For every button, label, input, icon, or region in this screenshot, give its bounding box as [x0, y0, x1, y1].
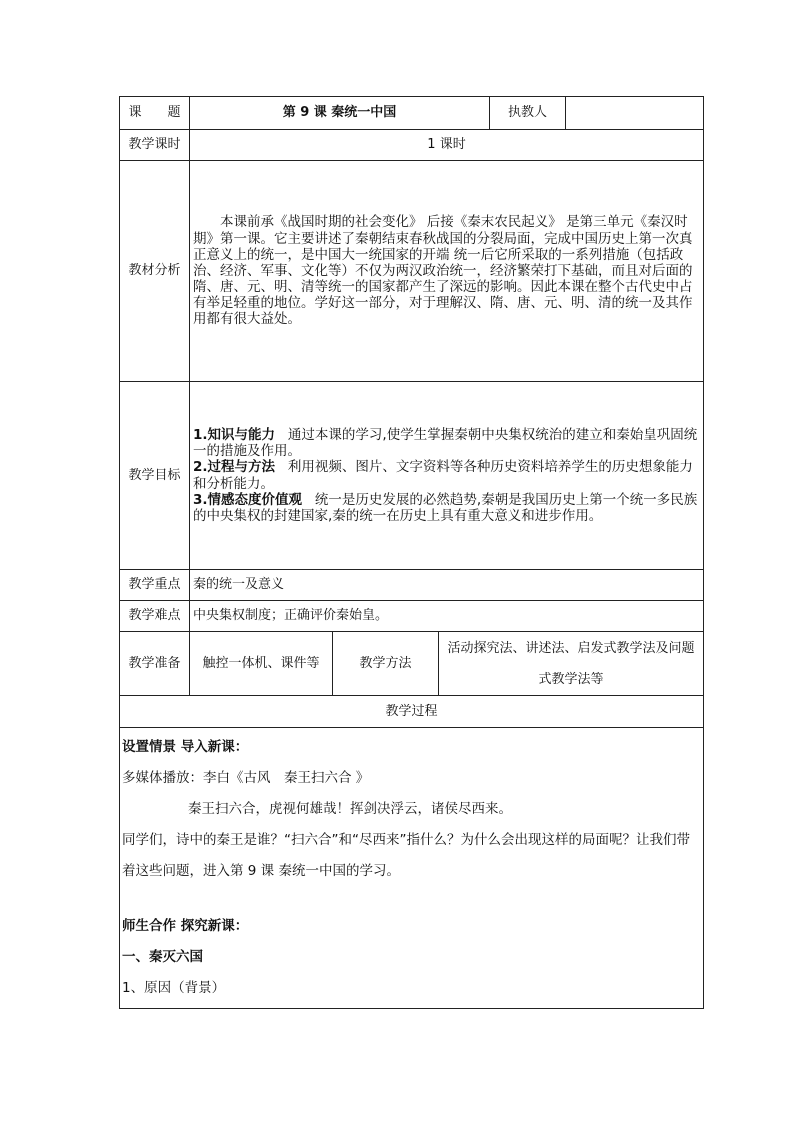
row-analysis	[120, 161, 704, 382]
objectives-label: 教学目标	[120, 382, 190, 570]
row-period	[120, 130, 704, 161]
objective-text: 通过本课的学习,使学生掌握秦朝中央集权统治的建立和秦始皇巩固统一的措施及作用。	[193, 426, 698, 460]
row-preparation	[120, 632, 704, 696]
row-process-header	[120, 696, 704, 728]
method-label: 教学方法	[333, 632, 439, 696]
analysis-label: 教材分析	[120, 161, 190, 382]
media-line: 多媒体播放：李白《古风 秦王扫六合 》	[122, 770, 370, 786]
process-header: 教学过程	[120, 696, 704, 728]
sub-heading: 1、原因（背景）	[122, 980, 226, 996]
lesson-plan-table	[119, 96, 704, 1009]
process-content	[120, 728, 704, 1009]
objective-item	[193, 459, 700, 491]
analysis-text: 本课前承《战国时期的社会变化》 后接《秦末农民起义》 是第三单元《秦汉时期》第一课。它主要讲述了秦朝结束春秋战国的分裂局面，完成中国历史上第一次真正意义上的统一，是中国大一统国家的开端 统一后它所采取的一系列措施（包括政治、经济、军事、文化等）不仅为两汉政治统一，经济繁荣打下基础，而且对后面的隋、唐、元、明、清等统一的国家都产生了深远的影响。因此本课在整个古代史中占有举足轻重的地位。学好这一部分，对于理解汉、隋、唐、元、明、清的统一及其作用都有很大益处。	[190, 161, 704, 382]
intro-question: 同学们，诗中的秦王是谁？“扫六合”和“尽西来”指什么？为什么会出现这样的局面呢？让我们带着这些问题，进入第 9 课 秦统一中国的学习。	[122, 832, 690, 879]
objectives-list	[190, 382, 704, 570]
method-value: 活动探究法、讲述法、启发式教学法及问题式教学法等	[439, 632, 704, 696]
objective-title: 3.情感态度价值观	[193, 491, 303, 508]
key-point-label: 教学重点	[120, 570, 190, 601]
row-difficulty	[120, 601, 704, 632]
period-label: 教学课时	[120, 130, 190, 161]
objective-title: 1.知识与能力	[193, 426, 276, 443]
preparation-label: 教学准备	[120, 632, 190, 696]
difficulty-value: 中央集权制度；正确评价秦始皇。	[190, 601, 704, 632]
objective-text: 统一是历史发展的必然趋势,秦朝是我国历史上第一个统一多民族的中央集权的封建国家,秦的统一在历史上具有重大意义和进步作用。	[193, 491, 698, 524]
intro-heading: 设置情景 导入新课：	[122, 739, 249, 755]
row-key-point	[120, 570, 704, 601]
teacher-label: 执教人	[490, 97, 566, 130]
explore-heading: 师生合作 探究新课：	[122, 918, 249, 934]
period-value: 1 课时	[190, 130, 704, 161]
objective-title: 2.过程与方法	[193, 459, 276, 476]
topic-value: 第 9 课 秦统一中国	[190, 97, 490, 130]
row-process	[120, 728, 704, 1009]
preparation-value: 触控一体机、课件等	[190, 632, 333, 696]
row-objectives	[120, 382, 704, 570]
key-point-value: 秦的统一及意义	[190, 570, 704, 601]
difficulty-label: 教学难点	[120, 601, 190, 632]
objective-item	[193, 492, 700, 524]
section-heading: 一、秦灭六国	[122, 949, 203, 965]
topic-label: 课 题	[120, 97, 190, 130]
poem-line: 秦王扫六合，虎视何雄哉！挥剑决浮云，诸侯尽西来。	[188, 801, 512, 817]
teacher-value	[566, 97, 704, 130]
objective-item	[193, 427, 700, 459]
row-topic	[120, 97, 704, 130]
objective-text: 利用视频、图片、文字资料等各种历史资料培养学生的历史想象能力和分析能力。	[193, 459, 693, 492]
spacer	[122, 887, 701, 911]
